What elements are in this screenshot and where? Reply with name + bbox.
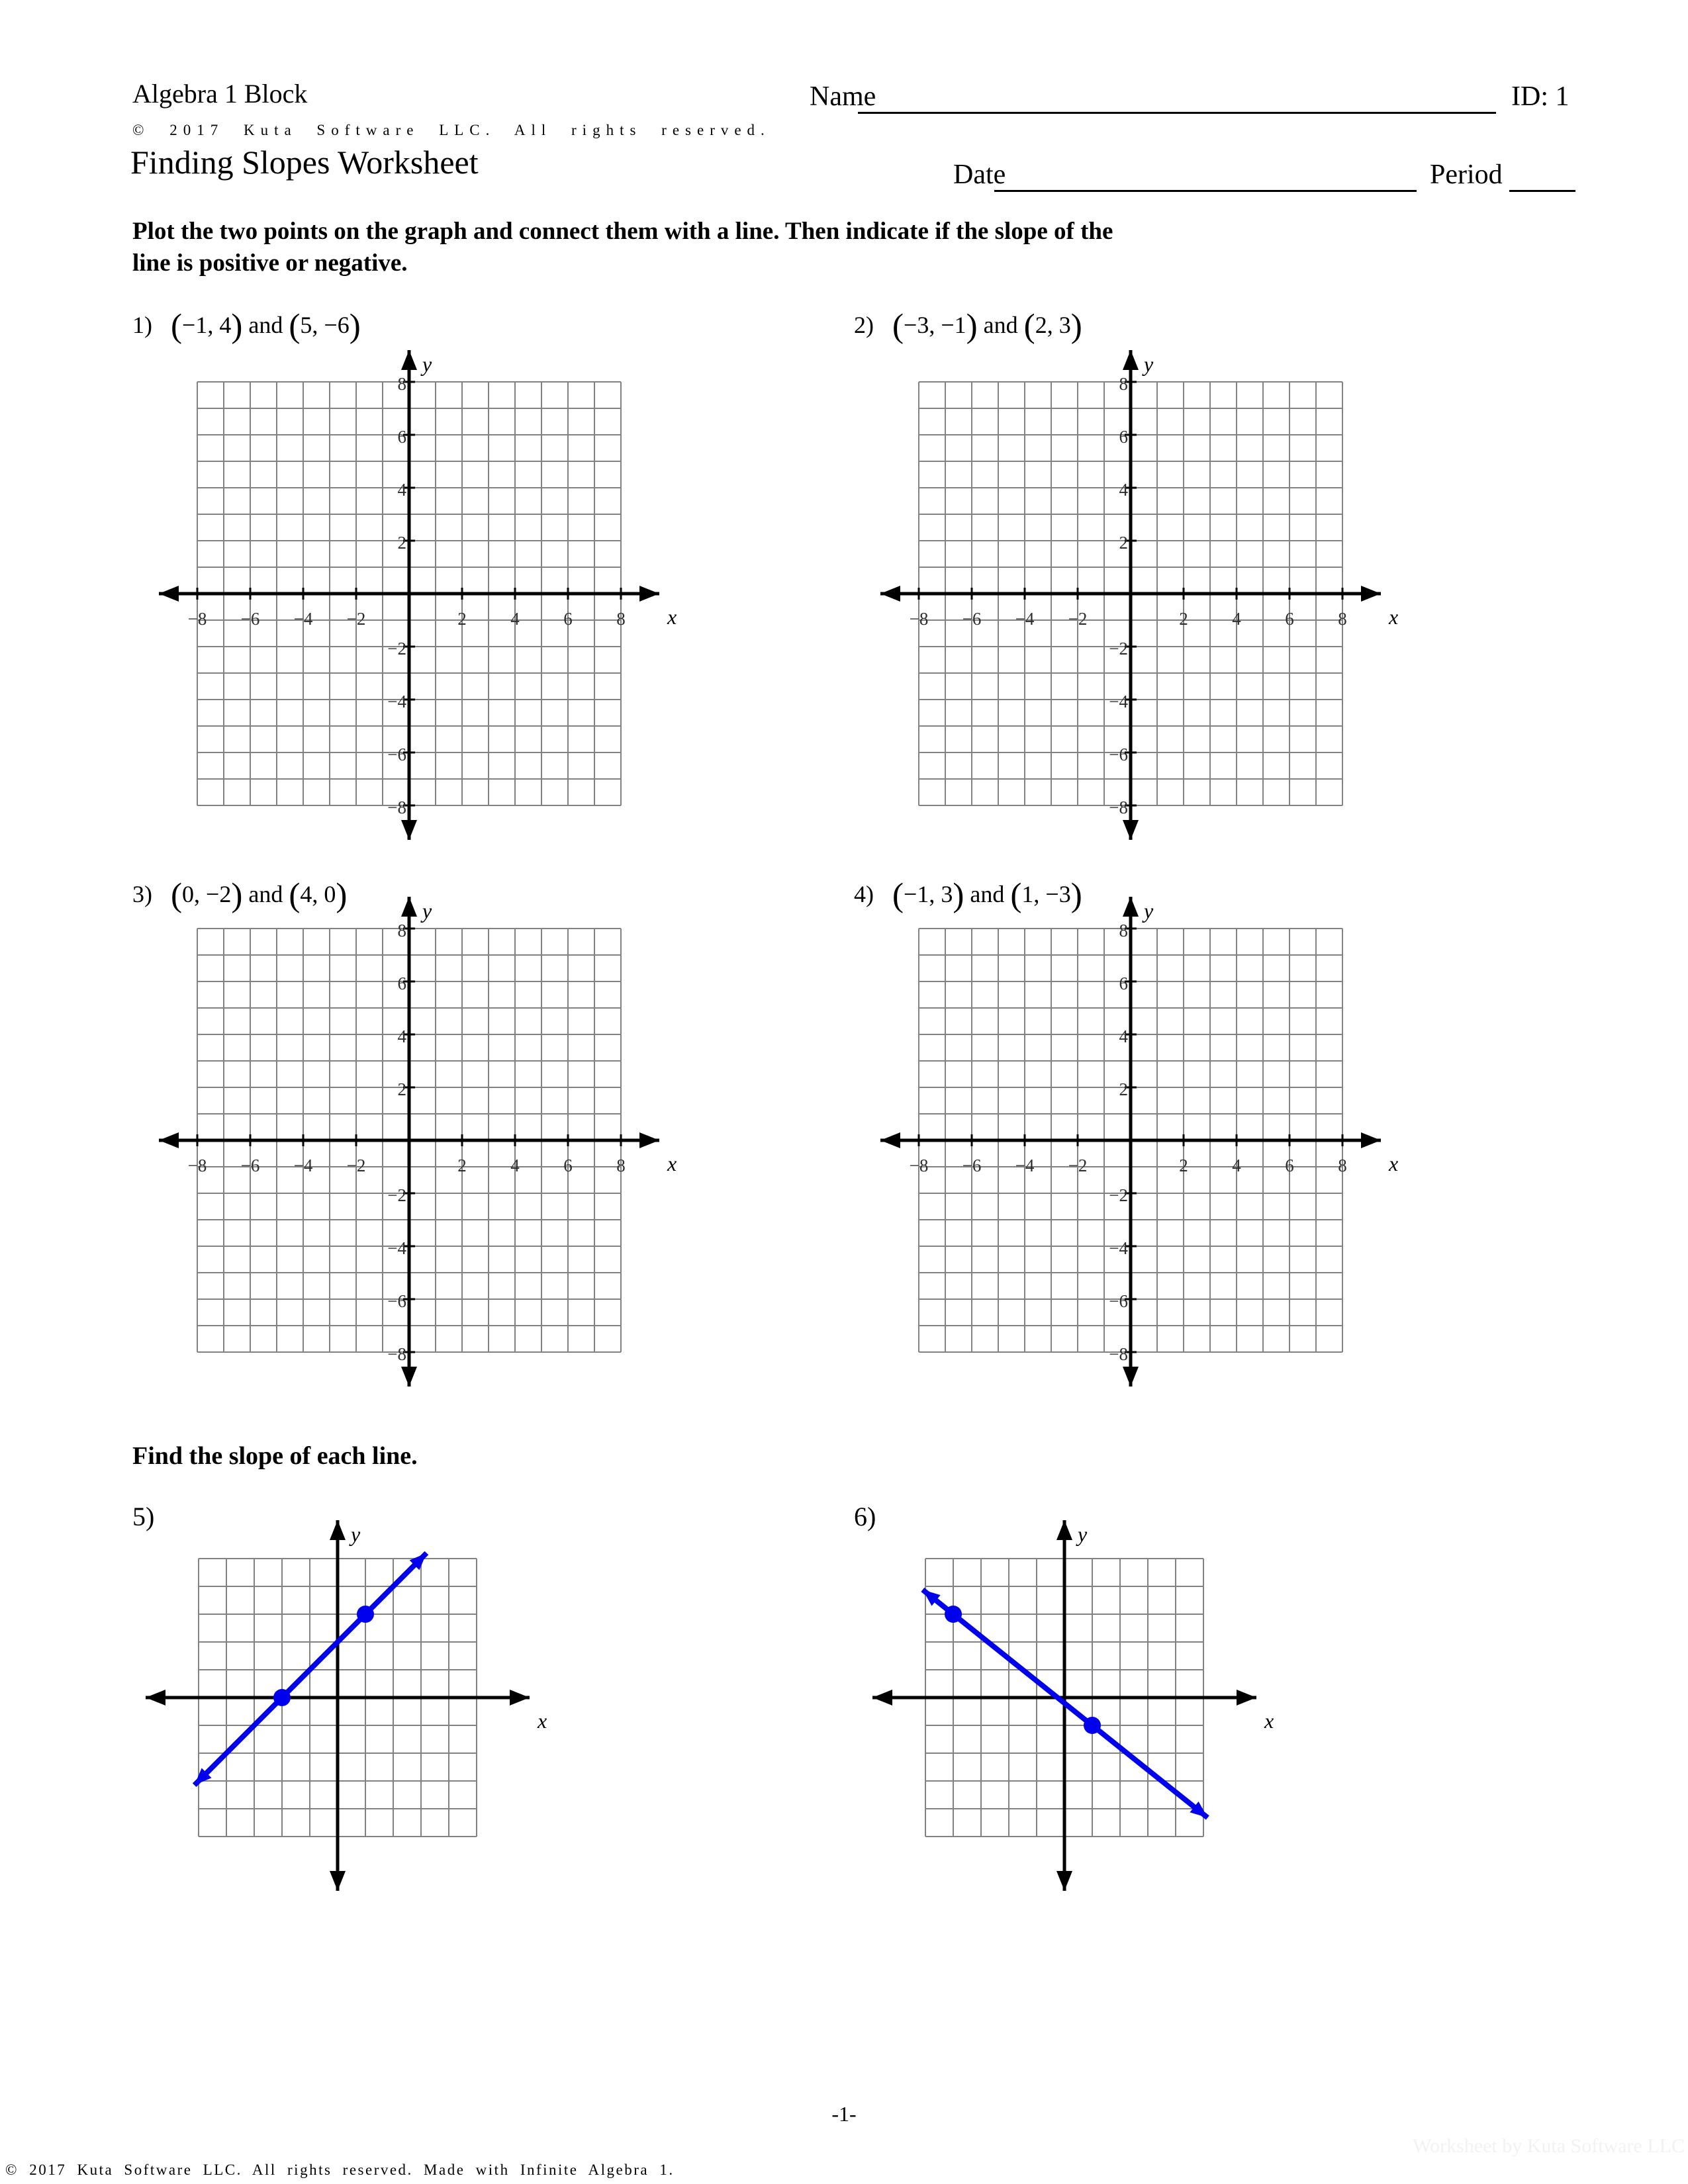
- svg-text:−8: −8: [187, 1156, 207, 1175]
- page-number: -1-: [831, 2102, 857, 2126]
- svg-text:−8: −8: [909, 1156, 929, 1175]
- svg-text:−4: −4: [1015, 609, 1035, 629]
- name-label: Name: [810, 81, 876, 112]
- arrowhead: [639, 586, 659, 602]
- course-title: Algebra 1 Block: [132, 79, 308, 109]
- arrowhead: [330, 1871, 346, 1891]
- svg-text:−6: −6: [962, 609, 982, 629]
- arrowhead: [401, 897, 417, 917]
- slope-line-graph-problem-6: [863, 1509, 1299, 1909]
- svg-text:−6: −6: [240, 609, 260, 629]
- problem-1-number: 1): [132, 312, 152, 338]
- svg-text:8: 8: [397, 374, 406, 394]
- arrowhead: [1123, 1367, 1139, 1387]
- svg-text:−2: −2: [1068, 1156, 1088, 1175]
- instructions-line-2: line is positive or negative.: [132, 250, 408, 277]
- problem-4-points: (−1, 3) and (1, −3): [892, 876, 1082, 915]
- problem-2-points: (−3, −1) and (2, 3): [892, 307, 1082, 345]
- svg-text:2: 2: [457, 1156, 467, 1175]
- svg-text:−2: −2: [346, 1156, 366, 1175]
- marked-point: [945, 1606, 962, 1623]
- svg-text:−8: −8: [909, 609, 929, 629]
- svg-text:−6: −6: [962, 1156, 982, 1175]
- section-2-heading: Find the slope of each line.: [132, 1442, 418, 1470]
- svg-text:−2: −2: [1068, 609, 1088, 629]
- svg-text:8: 8: [616, 609, 626, 629]
- svg-text:4: 4: [510, 609, 520, 629]
- problem-5-number: 5): [132, 1502, 155, 1531]
- x-axis-label: x: [538, 1709, 547, 1733]
- marked-point: [357, 1606, 374, 1623]
- axes: [880, 350, 1381, 840]
- svg-text:−8: −8: [1109, 797, 1128, 817]
- copyright-header: © 2017 Kuta Software LLC. All rights reserved.: [132, 122, 771, 138]
- svg-text:−2: −2: [1109, 639, 1128, 659]
- y-axis-label: y: [422, 352, 432, 376]
- axis-ticks-and-labels: [910, 374, 1347, 817]
- svg-text:−4: −4: [1109, 1238, 1128, 1258]
- svg-text:4: 4: [397, 1026, 406, 1046]
- arrowhead: [1123, 820, 1139, 840]
- svg-text:8: 8: [1338, 609, 1347, 629]
- svg-text:−6: −6: [387, 745, 406, 764]
- coordinate-grid-problem-4: [878, 892, 1419, 1402]
- svg-text:8: 8: [1119, 921, 1128, 940]
- arrowhead: [872, 1690, 892, 1706]
- svg-text:−4: −4: [1015, 1156, 1035, 1175]
- svg-text:2: 2: [1179, 609, 1188, 629]
- svg-text:−4: −4: [387, 692, 406, 711]
- period-label: Period: [1430, 159, 1503, 190]
- instructions-line-1: Plot the two points on the graph and connect them with a line. Then indicate if the slope of the: [132, 218, 1113, 245]
- instructions: [132, 216, 1113, 279]
- svg-text:−4: −4: [387, 1238, 406, 1258]
- y-axis-label: y: [1144, 899, 1154, 923]
- svg-text:4: 4: [1119, 480, 1128, 500]
- svg-text:6: 6: [397, 974, 406, 993]
- x-axis-label: x: [667, 1152, 677, 1175]
- arrowhead: [1123, 897, 1139, 917]
- axes: [159, 350, 659, 840]
- svg-text:6: 6: [563, 1156, 573, 1175]
- arrowhead: [1056, 1520, 1072, 1540]
- arrowhead: [880, 1132, 900, 1148]
- svg-text:2: 2: [457, 609, 467, 629]
- name-blank-line: [858, 112, 1496, 114]
- kuta-watermark: Worksheet by Kuta Software LLC: [1413, 2135, 1685, 2157]
- svg-text:4: 4: [397, 480, 406, 500]
- svg-text:6: 6: [1119, 974, 1128, 993]
- svg-text:−4: −4: [293, 1156, 313, 1175]
- y-axis-label: y: [422, 899, 432, 923]
- svg-text:2: 2: [397, 1079, 406, 1099]
- svg-text:−8: −8: [387, 797, 406, 817]
- problem-1-header: [132, 307, 361, 345]
- arrowhead: [330, 1520, 346, 1540]
- problem-3-number: 3): [132, 881, 152, 907]
- svg-text:−6: −6: [1109, 745, 1128, 764]
- svg-text:−8: −8: [187, 609, 207, 629]
- problem-3-points: (0, −2) and (4, 0): [171, 876, 348, 915]
- axes: [159, 897, 659, 1387]
- svg-text:−4: −4: [1109, 692, 1128, 711]
- x-axis-label: x: [1389, 605, 1399, 629]
- date-blank-line: [994, 190, 1417, 192]
- period-blank-line: [1509, 190, 1575, 192]
- date-label: Date: [953, 159, 1006, 190]
- axis-ticks-and-labels: [188, 921, 626, 1364]
- slope-line-graph-problem-5: [136, 1509, 573, 1909]
- svg-text:−2: −2: [387, 639, 406, 659]
- problem-6-number: 6): [854, 1502, 876, 1531]
- svg-text:−4: −4: [293, 609, 313, 629]
- y-axis-label: y: [1078, 1522, 1088, 1546]
- svg-text:4: 4: [510, 1156, 520, 1175]
- svg-text:6: 6: [1119, 427, 1128, 447]
- svg-text:8: 8: [1119, 374, 1128, 394]
- svg-text:−6: −6: [1109, 1291, 1128, 1311]
- coordinate-grid-problem-1: [156, 345, 697, 855]
- svg-text:−8: −8: [1109, 1344, 1128, 1364]
- copyright-footer: © 2017 Kuta Software LLC. All rights reserved. Made with Infinite Algebra 1.: [5, 2161, 675, 2178]
- svg-text:−2: −2: [346, 609, 366, 629]
- svg-text:2: 2: [397, 533, 406, 553]
- svg-text:4: 4: [1232, 1156, 1241, 1175]
- worksheet-id: ID: 1: [1511, 81, 1570, 112]
- svg-text:−6: −6: [387, 1291, 406, 1311]
- axes: [146, 1520, 530, 1891]
- axes: [880, 897, 1381, 1387]
- axis-ticks-and-labels: [188, 374, 626, 817]
- svg-text:8: 8: [616, 1156, 626, 1175]
- arrowhead: [510, 1690, 530, 1706]
- axis-ticks-and-labels: [910, 921, 1347, 1364]
- arrowhead: [639, 1132, 659, 1148]
- page-title: Finding Slopes Worksheet: [130, 144, 479, 181]
- coordinate-grid-problem-3: [156, 892, 697, 1402]
- y-axis-label: y: [351, 1522, 361, 1546]
- svg-text:6: 6: [563, 609, 573, 629]
- y-axis-label: y: [1144, 352, 1154, 376]
- svg-text:2: 2: [1119, 1079, 1128, 1099]
- marked-point: [273, 1689, 291, 1706]
- arrowhead: [1123, 350, 1139, 370]
- svg-text:8: 8: [1338, 1156, 1347, 1175]
- marked-point: [1084, 1717, 1101, 1734]
- svg-text:−8: −8: [387, 1344, 406, 1364]
- svg-text:6: 6: [1285, 609, 1294, 629]
- problem-1-points: (−1, 4) and (5, −6): [171, 307, 361, 345]
- svg-text:−6: −6: [240, 1156, 260, 1175]
- x-axis-label: x: [667, 605, 677, 629]
- arrowhead: [1361, 586, 1381, 602]
- problem-2-number: 2): [854, 312, 874, 338]
- svg-text:−2: −2: [1109, 1185, 1128, 1205]
- arrowhead: [159, 586, 179, 602]
- problem-2-header: [854, 307, 1082, 345]
- arrowhead: [1361, 1132, 1381, 1148]
- arrowhead: [1237, 1690, 1256, 1706]
- x-axis-label: x: [1264, 1709, 1274, 1733]
- svg-text:4: 4: [1119, 1026, 1128, 1046]
- arrowhead: [401, 820, 417, 840]
- svg-text:2: 2: [1119, 533, 1128, 553]
- problem-4-number: 4): [854, 881, 874, 907]
- svg-text:2: 2: [1179, 1156, 1188, 1175]
- arrowhead: [159, 1132, 179, 1148]
- svg-text:8: 8: [397, 921, 406, 940]
- arrowhead: [401, 1367, 417, 1387]
- svg-text:6: 6: [397, 427, 406, 447]
- coordinate-grid-problem-2: [878, 345, 1419, 855]
- arrowhead: [880, 586, 900, 602]
- arrowhead: [146, 1690, 165, 1706]
- svg-text:4: 4: [1232, 609, 1241, 629]
- arrowhead: [1056, 1871, 1072, 1891]
- svg-text:−2: −2: [387, 1185, 406, 1205]
- svg-text:6: 6: [1285, 1156, 1294, 1175]
- x-axis-label: x: [1389, 1152, 1399, 1175]
- arrowhead: [401, 350, 417, 370]
